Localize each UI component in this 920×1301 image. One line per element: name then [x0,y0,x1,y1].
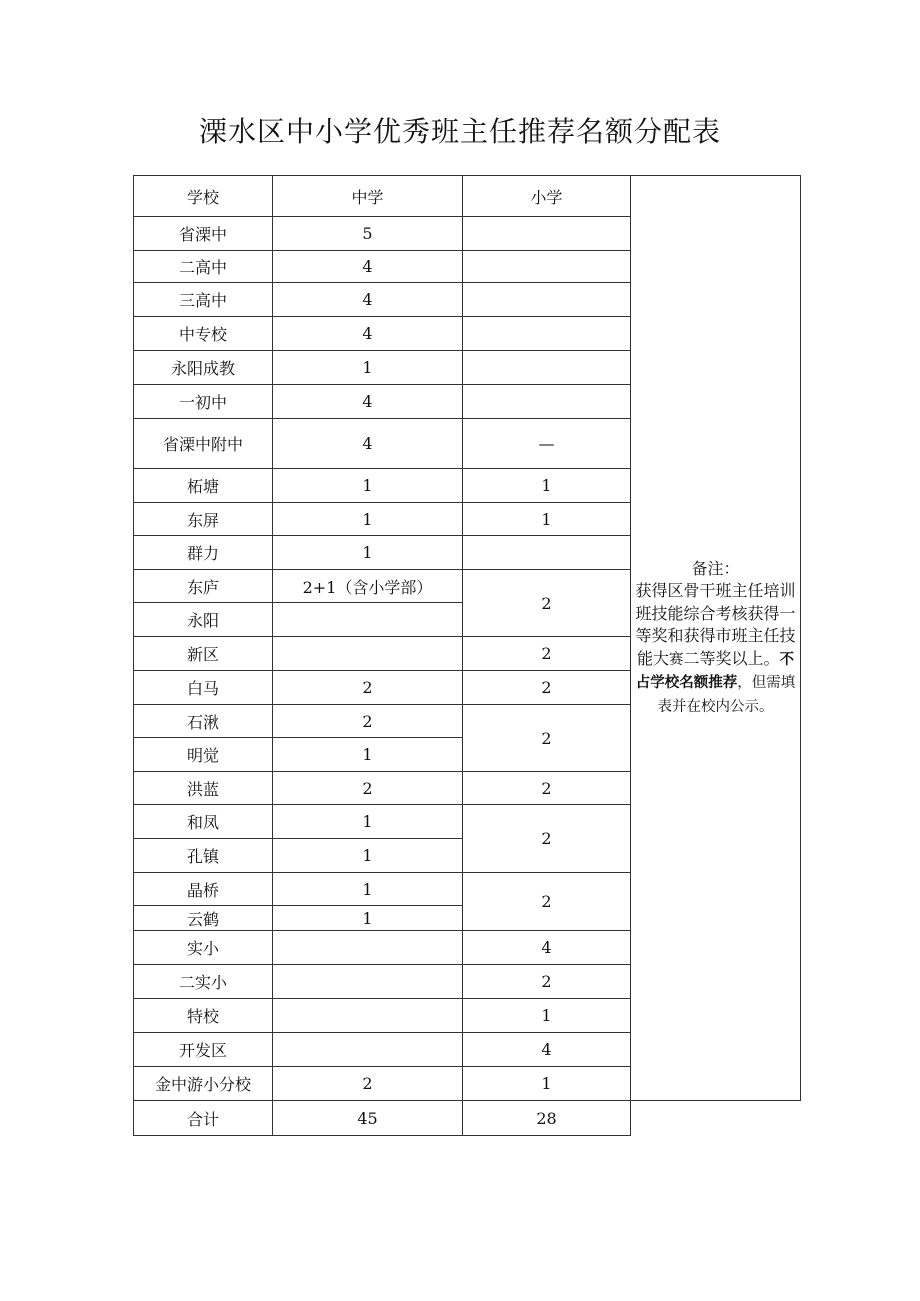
remark-text-sans: 赛 [669,651,684,668]
cell-middle: 1 [273,873,463,906]
cell-school: 白马 [134,671,273,705]
cell-school: 群力 [134,536,273,570]
cell-middle [273,931,463,965]
total-row [134,1101,801,1136]
cell-primary: — [463,419,631,469]
cell-school: 永阳 [134,603,273,637]
remark-label: 备注： [691,558,740,578]
cell-middle: 1 [273,351,463,385]
cell-primary: 1 [463,469,631,503]
cell-middle: 1 [273,738,463,772]
cell-school: 东屏 [134,503,273,536]
cell-middle [273,603,463,637]
cell-school: 特校 [134,999,273,1033]
cell-middle [273,965,463,999]
cell-school: 中专校 [134,317,273,351]
header-row [134,176,801,217]
cell-primary: 2 [463,705,631,772]
cell-middle [273,1033,463,1067]
cell-school: 永阳成教 [134,351,273,385]
cell-middle: 2+1（含小学部） [273,570,463,603]
cell-middle: 4 [273,283,463,317]
cell-middle: 2 [273,1067,463,1101]
cell-primary: 4 [463,931,631,965]
cell-primary [463,251,631,283]
cell-primary [463,536,631,570]
cell-school: 孔镇 [134,839,273,873]
remark-cell [631,176,801,1101]
cell-middle: 5 [273,217,463,251]
cell-school: 新区 [134,637,273,671]
cell-school: 二实小 [134,965,273,999]
cell-school: 二高中 [134,251,273,283]
cell-primary: 2 [463,873,631,931]
header-middle: 中学 [273,176,463,217]
cell-middle: 1 [273,805,463,839]
cell-middle: 4 [273,251,463,283]
cell-school: 和凤 [134,805,273,839]
cell-middle: 1 [273,469,463,503]
cell-school: 金中游小分校 [134,1067,273,1101]
cell-school: 开发区 [134,1033,273,1067]
remark-text-2: 二等奖以上。 [683,648,780,668]
cell-middle: 4 [273,419,463,469]
cell-middle: 1 [273,503,463,536]
cell-middle: 2 [273,772,463,805]
header-primary: 小学 [463,176,631,217]
cell-primary [463,385,631,419]
cell-primary [463,351,631,385]
page-title: 溧水区中小学优秀班主任推荐名额分配表 [198,115,721,148]
cell-primary: 2 [463,965,631,999]
cell-school: 三高中 [134,283,273,317]
cell-school: 晶桥 [134,873,273,906]
cell-school: 明觉 [134,738,273,772]
cell-school: 一初中 [134,385,273,419]
cell-primary [463,283,631,317]
cell-school: 洪蓝 [134,772,273,805]
remark-text: 获得区骨干班主任培训班技能综合考核获得一等奖和获得市班主任技能大 [635,581,796,668]
cell-middle: 1 [273,906,463,931]
allocation-table [133,175,801,1136]
cell-middle: 1 [273,839,463,873]
cell-middle: 2 [273,671,463,705]
cell-school: 东庐 [134,570,273,603]
cell-primary [463,217,631,251]
cell-school: 省溧中附中 [134,419,273,469]
cell-primary: 2 [463,805,631,873]
cell-middle: 2 [273,705,463,738]
cell-middle: 4 [273,317,463,351]
cell-primary [463,317,631,351]
cell-school: 云鹤 [134,906,273,931]
total-label: 合计 [134,1101,273,1136]
cell-school: 柘塘 [134,469,273,503]
cell-middle [273,999,463,1033]
cell-primary: 2 [463,671,631,705]
header-school: 学校 [134,176,273,217]
cell-primary: 4 [463,1033,631,1067]
cell-primary: 2 [463,637,631,671]
cell-school: 省溧中 [134,217,273,251]
cell-primary: 1 [463,999,631,1033]
cell-primary: 1 [463,1067,631,1101]
total-middle: 45 [273,1101,463,1136]
cell-school: 石湫 [134,705,273,738]
cell-school: 实小 [134,931,273,965]
total-primary: 28 [463,1101,631,1136]
cell-middle [273,637,463,671]
cell-primary: 1 [463,503,631,536]
cell-middle: 4 [273,385,463,419]
remark-emphasis: 不占学校名额推荐 [635,651,795,692]
remark-tail: ，但需填表并在校内公示。 [657,675,796,715]
cell-middle: 1 [273,536,463,570]
cell-primary: 2 [463,570,631,637]
cell-primary: 2 [463,772,631,805]
